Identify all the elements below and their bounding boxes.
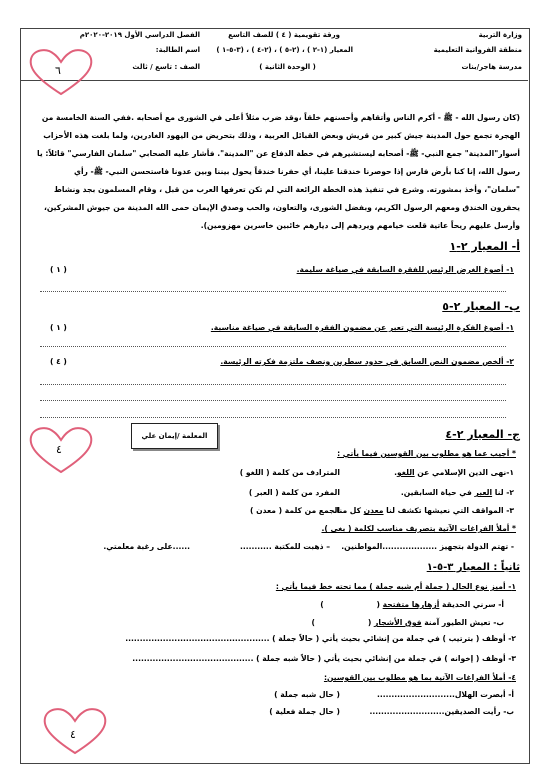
section-b-question-2: ٢- ألخص مضمون النص السابق في حدود سطرين ونصف ملتزمة فكرته الرئيسة. xyxy=(220,357,514,366)
passage-line: الهجرة تجمع حول المدينة جيش كبير من قريش وبعض القبائل العربية ، وذلك بتحريض من اليهود الغادرين، ولما بلغت هذه الأحزاب xyxy=(43,131,520,140)
c-item-1-hint: المترادف من كلمة ( اللغو ) xyxy=(239,468,340,477)
score-mark-3: ٤ xyxy=(70,728,76,741)
mark-label: ( ٤ ) xyxy=(50,357,67,366)
c-fill-part: – ذهبت للمكتبة ........... xyxy=(239,542,330,551)
semester-label: الفصل الدراسي الأول ٢٠١٩-٢٠٢٠م xyxy=(79,31,200,39)
d-item-b: ب- تعيش الطيور آمنة فوق الأشجار ( ) xyxy=(311,618,504,627)
answer-line[interactable] xyxy=(40,417,506,418)
c-fill-part: - تهتم الدولة بتجهيز ...................المواطنين. xyxy=(341,542,514,551)
d-question-4: ٤- أملأ الفراغات الآتية بما هو مطلوب بين القوسين: xyxy=(323,673,516,682)
answer-line[interactable] xyxy=(40,346,506,347)
passage-line: يحفرون الخندق ومعهم الرسول الكريم، وبفضل الشورى، والتعاون، والحب وصدق الإيمان حمى الله المدينة من جيوش المشركين، xyxy=(43,203,520,212)
answer-line[interactable] xyxy=(40,400,506,401)
score-mark-1: ٦ xyxy=(55,64,61,77)
d-question-2: ٢- أوظف ( بترتيب ) في جملة من إنشائي بحيث يأتي ( حالاً جملة ) .................................................. xyxy=(125,634,516,643)
section-a-question: ١- أصوغ الغرض الرئيس للفقرة السابقة في صياغة سليمة. xyxy=(296,265,514,274)
c-item-2-hint: المفرد من كلمة ( العبر ) xyxy=(248,488,340,497)
c-fill-intro: * أملأ الفراغات الآتية بتصريف مناسب لكلمة ( بغى ). xyxy=(321,524,516,533)
mark-label: ( ١ ) xyxy=(50,323,67,332)
section-d-title: ثانياً : المعيار ٣-٥-١ xyxy=(426,562,520,573)
passage-line: وأرسل عليهم ريحاً عاتية قلعت خيامهم ويردهم إلى ديارهم خائبين خاسرين مهزومين). xyxy=(200,221,520,230)
score-heart-icon xyxy=(26,46,96,98)
answer-line[interactable] xyxy=(40,291,506,292)
district-label: منطقة الفروانية التعليمية xyxy=(433,46,522,54)
d-item-a: أ- سرني الحديقة أزهارها متفتحة ( ) xyxy=(320,600,504,609)
student-name-label: اسم الطالبة: xyxy=(155,46,200,54)
c-item-3-hint: الجمع من كلمة ( معدن ) xyxy=(250,506,340,515)
answer-line[interactable] xyxy=(40,384,506,385)
d-question-3: ٣- أوظف ( إخوانه ) في جملة من إنشائي بحيث يأتي ( حالاً شبه جملة ) .......................................... xyxy=(132,654,516,663)
passage-line: رسول الله، إنا كنا بأرض فارس إذا حوصرنا خندقنا علينا، أي حفرنا خندقاً يحول بيننا وبين عدونا فاستحسن النبي- ﷺ- رأي xyxy=(73,167,520,176)
unit-label: ( الوحدة الثانية ) xyxy=(259,63,316,71)
header-divider xyxy=(20,80,528,81)
standards-line: المعيار (١-٢ ) ، (٢-٥ ) ، (٢-٤ ) ، (٣-٥-١ ) xyxy=(216,46,353,54)
d-q4-item-a: أ- أبصرت الهلال........................... xyxy=(376,690,514,699)
section-b-title: ب- المعيار ٢-٥ xyxy=(442,300,520,313)
mark-label: ( ١ ) xyxy=(50,265,67,274)
section-b-question-1: ١- أصوغ الفكرة الرئيسة التي تعبر عن مضمون الفقرة السابقة في صياغة مناسبة. xyxy=(210,323,514,332)
worksheet-title: ورقة تقويمية ( ٤ ) للصف التاسع xyxy=(228,31,340,39)
score-mark-2: ٤ xyxy=(56,443,62,456)
c-item-1: ١-نهى الدين الإسلامي عن اللغو. xyxy=(394,468,514,477)
section-c-intro: * أجيب عما هو مطلوب بين القوسين فيما يأتي : xyxy=(337,449,516,458)
section-c-title: ج- المعيار ٢-٤ xyxy=(445,428,520,441)
passage-line: "سلمان"، وأخذ بمشورته. وشرع في تنفيذ هذه الخطة الرائعة التي لم تكن تعرفها العرب من قبل ، وقام المسلمون بجد ونشاط xyxy=(53,185,520,194)
c-fill-part: ......على رغبة معلمتي. xyxy=(103,542,190,551)
school-label: مدرسة هاجر/بنات xyxy=(461,63,522,71)
d-q4-item-b: ب- رأيت الصديقين.......................... xyxy=(369,707,514,716)
d-q4-item-a-hint: ( حال شبه جملة ) xyxy=(274,690,340,699)
d-q4-item-b-hint: ( حال جملة فعلية ) xyxy=(269,707,340,716)
class-label: الصف : تاسع / ثالث xyxy=(132,63,200,71)
c-item-2: ٢- لنا العبر في حياة السابقين. xyxy=(400,488,514,497)
ministry-label: وزارة التربية xyxy=(478,31,522,39)
d-question-1: ١- أميز نوع الحال ( جملة أم شبه جملة ) مما تحته خط فيما يأتي : xyxy=(275,582,516,591)
section-a-title: أ- المعيار ٢-١ xyxy=(449,240,520,253)
teacher-name-box: المعلمة /إيمان علي xyxy=(131,423,218,449)
passage-line: (كان رسول الله - ﷺ - أكرم الناس وأتقاهم وأحسنهم خلقاً ،وقد ضرب مثلاً أعلى في الشورى مع أصحابه .ففي السنة الخامسة من xyxy=(41,113,520,122)
c-item-3: ٣- المواقف التي نعيشها تكشف لنا معدن كل منا. xyxy=(333,506,514,515)
passage-line: أسوار"المدينة" جمع النبي- ﷺ- أصحابه ليستشيرهم في خطة الدفاع عن "المدينة". فأشار عليه الصحابي "سلمان الفارسي" قائلاً: يا xyxy=(37,149,520,158)
